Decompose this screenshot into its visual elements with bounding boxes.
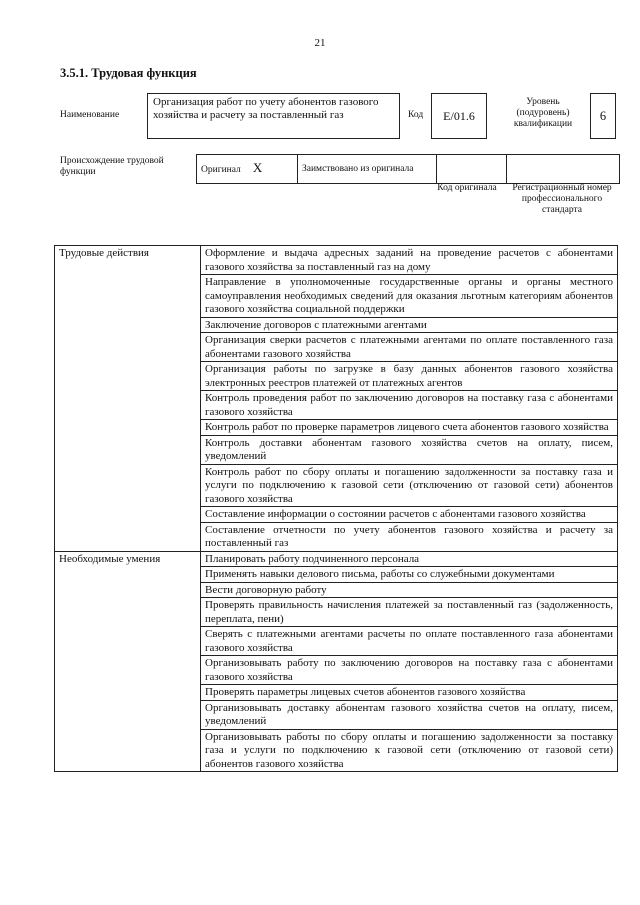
list-item: Контроль работ по проверке параметров лицевого счета абонентов газового хозяйства <box>201 420 618 436</box>
function-name-box: Организация работ по учету абонентов газового хозяйства и расчету за поставленный газ <box>147 93 400 139</box>
list-item: Контроль доставки абонентам газового хозяйства счетов на оплату, писем, уведомлений <box>201 435 618 464</box>
name-label: Наименование <box>60 110 120 120</box>
list-item: Составление информации о состоянии расчетов с абонентами газового хозяйства <box>201 507 618 523</box>
list-item: Организовывать доставку абонентам газового хозяйства счетов на оплату, писем, уведомлений <box>201 700 618 729</box>
list-item: Применять навыки делового письма, работы со служебными документами <box>201 567 618 583</box>
original-label: Оригинал <box>201 165 241 175</box>
function-code-box: E/01.6 <box>431 93 487 139</box>
list-item: Оформление и выдача адресных заданий на проведение расчетов с абонентами газового хозяйства за поставленный газ на дому <box>201 246 618 275</box>
list-item: Составление отчетности по учету абонентов газового хозяйства и расчету за поставленный газ <box>201 522 618 551</box>
list-item: Сверять с платежными агентами расчеты по оплате поставленного газа абонентами газового хозяйства <box>201 627 618 656</box>
origin-table <box>196 154 620 184</box>
reg-number-cell <box>507 155 620 184</box>
original-cell <box>197 155 298 184</box>
list-item: Проверять правильность начисления платежей за поставленный газ (задолженность, переплата, пени) <box>201 598 618 627</box>
list-item: Планировать работу подчиненного персонала <box>201 551 618 567</box>
section-title: 3.5.1. Трудовая функция <box>60 66 197 80</box>
list-item: Проверять параметры лицевых счетов абонентов газового хозяйства <box>201 685 618 701</box>
list-item: Организация работы по загрузке в базу данных абонентов газового хозяйства электронных реестров платежей от платежных агентов <box>201 362 618 391</box>
list-item: Контроль проведения работ по заключению договоров на поставку газа с абонентами газового хозяйства <box>201 391 618 420</box>
list-item: Направление в уполномоченные государственные органы и органы местного самоуправления необходимых сведений для оказания льготным категориям абонентов газового хозяйства социальной поддержки <box>201 275 618 318</box>
page-number: 21 <box>314 37 326 49</box>
original-mark: X <box>252 160 263 175</box>
list-item: Организовывать работы по сбору оплаты и погашению задолженности за поставку газа и услуги по подключению к газовой сети (отключению от газовой сети) абонентов газового хозяйства <box>201 729 618 772</box>
original-code-cell <box>437 155 507 184</box>
function-details-table <box>54 245 618 772</box>
code-label: Код <box>408 110 424 120</box>
code-original-caption: Код оригинала <box>437 183 497 193</box>
list-item: Организовывать работу по заключению договоров на поставку газа с абонентами газового хозяйства <box>201 656 618 685</box>
borrowed-cell <box>298 155 437 184</box>
section-heading: Необходимые умения <box>55 551 201 772</box>
origin-label: Происхождение трудовой функции <box>60 156 164 177</box>
section-heading: Трудовые действия <box>55 246 201 552</box>
level-label: Уровень (подуровень) квалификации <box>513 97 573 129</box>
list-item: Заключение договоров с платежными агентами <box>201 317 618 333</box>
list-item: Контроль работ по сбору оплаты и погашению задолженности за поставку газа и услуги по подключению к газовой сети (отключению от газовой сети) абонентов газового хозяйства <box>201 464 618 507</box>
table-row <box>55 551 618 567</box>
list-item: Организация сверки расчетов с платежными агентами по оплате поставленного газа абонентами газового хозяйства <box>201 333 618 362</box>
table-row <box>55 246 618 275</box>
borrowed-label: Заимствовано из оригинала <box>302 163 414 174</box>
qualification-level-box: 6 <box>590 93 616 139</box>
reg-number-caption: Регистрационный номер профессионального стандарта <box>512 183 612 215</box>
list-item: Вести договорную работу <box>201 582 618 598</box>
